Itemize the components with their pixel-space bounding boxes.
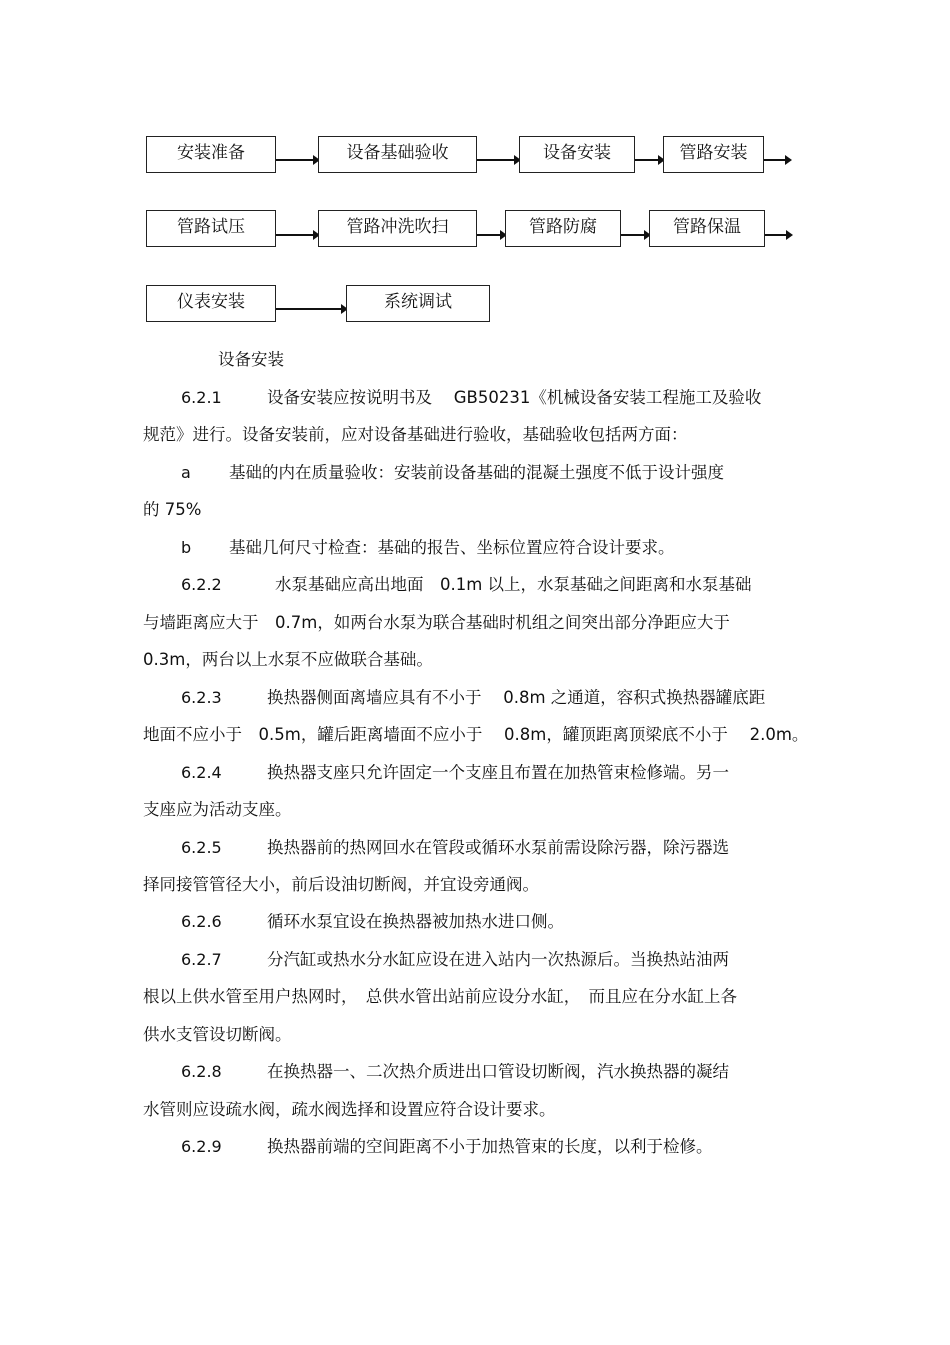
- clause-line: 供水支管设切断阀。: [143, 1025, 292, 1044]
- clause-line: 换热器前端的空间距离不小于加热管束的长度，以利于检修。: [267, 1137, 713, 1156]
- clause-line: 换热器支座只允许固定一个支座且布置在加热管束检修端。另一: [267, 763, 729, 782]
- clause-line: 换热器前的热网回水在管段或循环水泵前需设除污器，除污器选: [267, 838, 729, 857]
- clause-line: 择同接管管径大小，前后设油切断阀，并宜设旁通阀。: [143, 875, 539, 894]
- flow-box-anticorrosion: 管路防腐: [505, 210, 621, 247]
- clause-line: 根以上供水管至用户热网时， 总供水管出站前应设分水缸， 而且应在分水缸上各: [143, 987, 737, 1006]
- clause-line: 地面不应小于 0.5m，罐后距离墙面不应小于 0.8m，罐顶距离顶梁底不小于 2.0m。: [143, 725, 809, 744]
- clause-line: 循环水泵宜设在换热器被加热水进口侧。: [267, 912, 564, 931]
- flow-arrow: [276, 159, 314, 161]
- clause-line: 基础的内在质量验收：安装前设备基础的混凝土强度不低于设计强度: [229, 463, 724, 482]
- clause-number: 6.2.8: [181, 1062, 222, 1081]
- flow-box-foundation-acceptance: 设备基础验收: [318, 136, 477, 173]
- flow-box-pipe-install: 管路安装: [663, 136, 764, 173]
- clause-line: 水管则应设疏水阀，疏水阀选择和设置应符合设计要求。: [143, 1100, 556, 1119]
- flow-arrow: [477, 159, 515, 161]
- flow-box-insulation: 管路保温: [649, 210, 765, 247]
- clause-line: 0.3m，两台以上水泵不应做联合基础。: [143, 650, 433, 669]
- clause-number: 6.2.7: [181, 950, 222, 969]
- clause-line: 换热器侧面离墙应具有不小于 0.8m 之通道，容积式换热器罐底距: [267, 688, 766, 707]
- flow-box-install-prep: 安装准备: [146, 136, 276, 173]
- flow-arrow: [635, 159, 659, 161]
- clause-number: 6.2.5: [181, 838, 222, 857]
- clause-line: 在换热器一、二次热介质进出口管设切断阀，汽水换热器的凝结: [267, 1062, 729, 1081]
- flow-arrow: [621, 234, 645, 236]
- flow-box-equipment-install: 设备安装: [519, 136, 635, 173]
- clause-line: 水泵基础应高出地面 0.1m 以上，水泵基础之间距离和水泵基础: [275, 575, 752, 594]
- flow-box-pressure-test: 管路试压: [146, 210, 276, 247]
- clause-line: 支座应为活动支座。: [143, 800, 292, 819]
- clause-number: 6.2.3: [181, 688, 222, 707]
- clause-line: 分汽缸或热水分水缸应设在进入站内一次热源后。当换热站油两: [267, 950, 729, 969]
- clause-number: a: [181, 463, 191, 482]
- clause-number: 6.2.4: [181, 763, 222, 782]
- flow-arrow: [764, 159, 786, 161]
- clause-line: 的 75%: [143, 500, 202, 519]
- clause-number: 6.2.6: [181, 912, 222, 931]
- clause-number: b: [181, 538, 192, 557]
- flow-arrow: [765, 234, 787, 236]
- clause-number: 6.2.1: [181, 388, 222, 407]
- clause-line: 设备安装应按说明书及 GB50231《机械设备安装工程施工及验收: [267, 388, 762, 407]
- flow-box-system-commissioning: 系统调试: [346, 285, 490, 322]
- clause-line: 基础几何尺寸检查：基础的报告、坐标位置应符合设计要求。: [229, 538, 675, 557]
- clause-number: 6.2.9: [181, 1137, 222, 1156]
- clause-number: 6.2.2: [181, 575, 222, 594]
- flow-arrow: [477, 234, 501, 236]
- flow-arrow: [276, 234, 314, 236]
- clause-line: 规范》进行。设备安装前，应对设备基础进行验收，基础验收包括两方面：: [143, 425, 688, 444]
- flow-box-instrument-install: 仪表安装: [146, 285, 276, 322]
- flow-box-flushing: 管路冲洗吹扫: [318, 210, 477, 247]
- flow-arrow: [276, 308, 342, 310]
- clause-line: 与墙距离应大于 0.7m，如两台水泵为联合基础时机组之间突出部分净距应大于: [143, 613, 730, 632]
- section-heading: 设备安装: [218, 350, 284, 369]
